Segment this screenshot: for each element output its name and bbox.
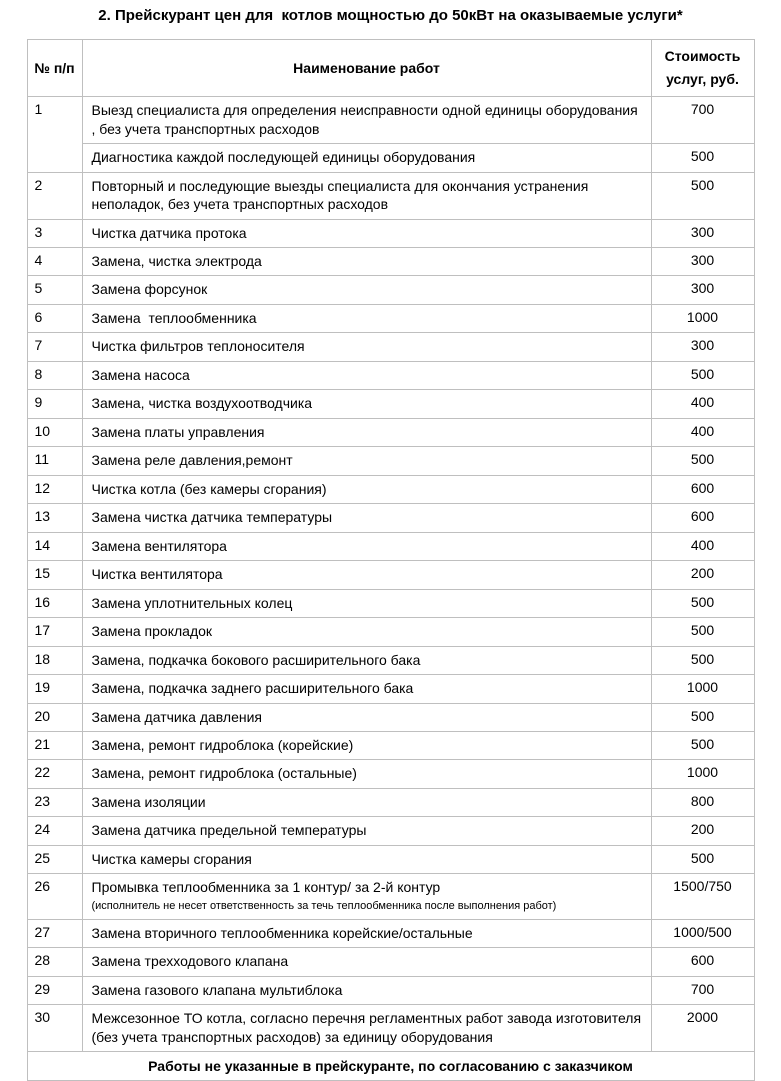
row-number-cell: 30: [27, 1005, 82, 1052]
price-cell: 600: [651, 475, 754, 503]
row-number-cell: 19: [27, 675, 82, 703]
row-number-cell: 7: [27, 333, 82, 361]
work-name-cell: Чистка котла (без камеры сгорания): [82, 475, 651, 503]
table-row: [27, 618, 754, 646]
price-cell: 200: [651, 561, 754, 589]
work-name-cell: Замена насоса: [82, 361, 651, 389]
row-number-cell: 11: [27, 447, 82, 475]
table-row: [27, 333, 754, 361]
row-number-cell: 21: [27, 731, 82, 759]
work-name-cell: Замена датчика давления: [82, 703, 651, 731]
price-cell: 500: [651, 646, 754, 674]
row-number-cell: 28: [27, 948, 82, 976]
row-number-cell: 16: [27, 589, 82, 617]
work-name-cell: Замена изоляции: [82, 788, 651, 816]
price-cell: 400: [651, 390, 754, 418]
work-name-cell: Замена уплотнительных колец: [82, 589, 651, 617]
row-number-cell: 6: [27, 304, 82, 332]
table-row: [27, 248, 754, 276]
work-name-cell: Замена форсунок: [82, 276, 651, 304]
table-row: [27, 976, 754, 1004]
row-number-cell: 12: [27, 475, 82, 503]
footer-row: [27, 1051, 754, 1080]
row-number-cell: 3: [27, 219, 82, 247]
price-cell: 500: [651, 845, 754, 873]
price-cell: 800: [651, 788, 754, 816]
page-title: 2. Прейскурант цен для котлов мощностью до 50кВт на оказываемые услуги*: [98, 7, 683, 24]
price-cell: 500: [651, 447, 754, 475]
price-cell: 400: [651, 418, 754, 446]
table-row: [27, 172, 754, 219]
table-row: [27, 361, 754, 389]
price-cell: 300: [651, 219, 754, 247]
table-row: [27, 504, 754, 532]
work-name-cell: Замена, чистка воздухоотводчика: [82, 390, 651, 418]
table-row: [27, 646, 754, 674]
footer-note: Работы не указанные в прейскуранте, по согласованию с заказчиком: [27, 1051, 754, 1080]
price-cell: 1000/500: [651, 919, 754, 947]
work-name-cell: Межсезонное ТО котла, согласно перечня регламентных работ завода изготовителя (без учета транспортных расходов) за единицу оборудования: [82, 1005, 651, 1052]
row-number-cell: 5: [27, 276, 82, 304]
work-name-cell: Чистка вентилятора: [82, 561, 651, 589]
work-name-cell: Замена датчика предельной температуры: [82, 817, 651, 845]
work-name-cell: Замена вторичного теплообменника корейские/остальные: [82, 919, 651, 947]
work-name-cell: Замена вентилятора: [82, 532, 651, 560]
work-name-cell: Диагностика каждой последующей единицы оборудования: [82, 144, 651, 172]
row-number-cell: 14: [27, 532, 82, 560]
row-number-cell: 15: [27, 561, 82, 589]
row-number-cell: 29: [27, 976, 82, 1004]
price-cell: 300: [651, 276, 754, 304]
price-cell: 500: [651, 172, 754, 219]
table-row: [27, 948, 754, 976]
work-name-cell: Замена, подкачка заднего расширительного бака: [82, 675, 651, 703]
row-number-cell: 1: [27, 97, 82, 172]
row-number-cell: 17: [27, 618, 82, 646]
table-row: [27, 817, 754, 845]
table-row: [27, 447, 754, 475]
table-row: [27, 418, 754, 446]
table-row: [27, 874, 754, 919]
table-row: [27, 845, 754, 873]
price-cell: 1500/750: [651, 874, 754, 919]
price-cell: 1000: [651, 304, 754, 332]
work-name-cell: Замена теплообменника: [82, 304, 651, 332]
table-row: [27, 144, 754, 172]
work-name-cell: Замена, ремонт гидроблока (корейские): [82, 731, 651, 759]
work-name-cell: Замена чистка датчика температуры: [82, 504, 651, 532]
header-cell-price: Стоимость услуг, руб.: [651, 40, 754, 97]
price-cell: 500: [651, 144, 754, 172]
row-number-cell: 26: [27, 874, 82, 919]
work-name-cell: Чистка датчика протока: [82, 219, 651, 247]
price-cell: 200: [651, 817, 754, 845]
price-cell: 600: [651, 948, 754, 976]
price-cell: 400: [651, 532, 754, 560]
work-name-cell: Чистка камеры сгорания: [82, 845, 651, 873]
price-cell: 600: [651, 504, 754, 532]
price-cell: 500: [651, 361, 754, 389]
price-cell: 2000: [651, 1005, 754, 1052]
price-cell: 300: [651, 248, 754, 276]
price-table: [27, 39, 755, 1081]
row-number-cell: 20: [27, 703, 82, 731]
table-row: [27, 1005, 754, 1052]
row-number-cell: 24: [27, 817, 82, 845]
price-cell: 300: [651, 333, 754, 361]
price-cell: 500: [651, 589, 754, 617]
table-row: [27, 703, 754, 731]
work-name-cell: Замена, подкачка бокового расширительного бака: [82, 646, 651, 674]
table-row: [27, 276, 754, 304]
table-row: [27, 788, 754, 816]
price-cell: 500: [651, 731, 754, 759]
table-row: [27, 219, 754, 247]
row-number-cell: 10: [27, 418, 82, 446]
row-number-cell: 25: [27, 845, 82, 873]
row-number-cell: 22: [27, 760, 82, 788]
row-number-cell: 9: [27, 390, 82, 418]
work-name-cell: Повторный и последующие выезды специалиста для окончания устранения неполадок, без учета транспортных расходов: [82, 172, 651, 219]
header-cell-number: № п/п: [27, 40, 82, 97]
table-row: [27, 589, 754, 617]
price-cell: 500: [651, 703, 754, 731]
row-number-cell: 27: [27, 919, 82, 947]
work-name-cell: Промывка теплообменника за 1 контур/ за 2-й контур (исполнитель не несет ответственность за течь теплообменника после выполнения работ): [82, 874, 651, 919]
price-cell: 700: [651, 97, 754, 144]
table-row: [27, 475, 754, 503]
header-cell-work-name: Наименование работ: [82, 40, 651, 97]
table-row: [27, 532, 754, 560]
table-row: [27, 97, 754, 144]
work-name-cell: Замена реле давления,ремонт: [82, 447, 651, 475]
table-row: [27, 675, 754, 703]
price-table-footer: [27, 1051, 754, 1080]
work-name-cell: Выезд специалиста для определения неисправности одной единицы оборудования , без учета транспортных расходов: [82, 97, 651, 144]
table-row: [27, 390, 754, 418]
row-number-cell: 23: [27, 788, 82, 816]
row-number-cell: 18: [27, 646, 82, 674]
price-cell: 1000: [651, 760, 754, 788]
price-table-body: [27, 97, 754, 1052]
price-cell: 700: [651, 976, 754, 1004]
table-row: [27, 760, 754, 788]
table-row: [27, 731, 754, 759]
price-cell: 500: [651, 618, 754, 646]
work-name-cell: Замена газового клапана мультиблока: [82, 976, 651, 1004]
table-row: [27, 304, 754, 332]
work-name-note: (исполнитель не несет ответственность за течь теплообменника после выполнения работ): [91, 899, 557, 912]
price-cell: 1000: [651, 675, 754, 703]
work-name-cell: Замена трехходового клапана: [82, 948, 651, 976]
header-row: [27, 40, 754, 97]
row-number-cell: 13: [27, 504, 82, 532]
table-row: [27, 561, 754, 589]
row-number-cell: 8: [27, 361, 82, 389]
work-name-cell: Замена, чистка электрода: [82, 248, 651, 276]
work-name-cell: Чистка фильтров теплоносителя: [82, 333, 651, 361]
row-number-cell: 2: [27, 172, 82, 219]
work-name-cell: Замена платы управления: [82, 418, 651, 446]
work-name-cell: Замена, ремонт гидроблока (остальные): [82, 760, 651, 788]
row-number-cell: 4: [27, 248, 82, 276]
price-table-header: [27, 40, 754, 97]
work-name-cell: Замена прокладок: [82, 618, 651, 646]
table-row: [27, 919, 754, 947]
